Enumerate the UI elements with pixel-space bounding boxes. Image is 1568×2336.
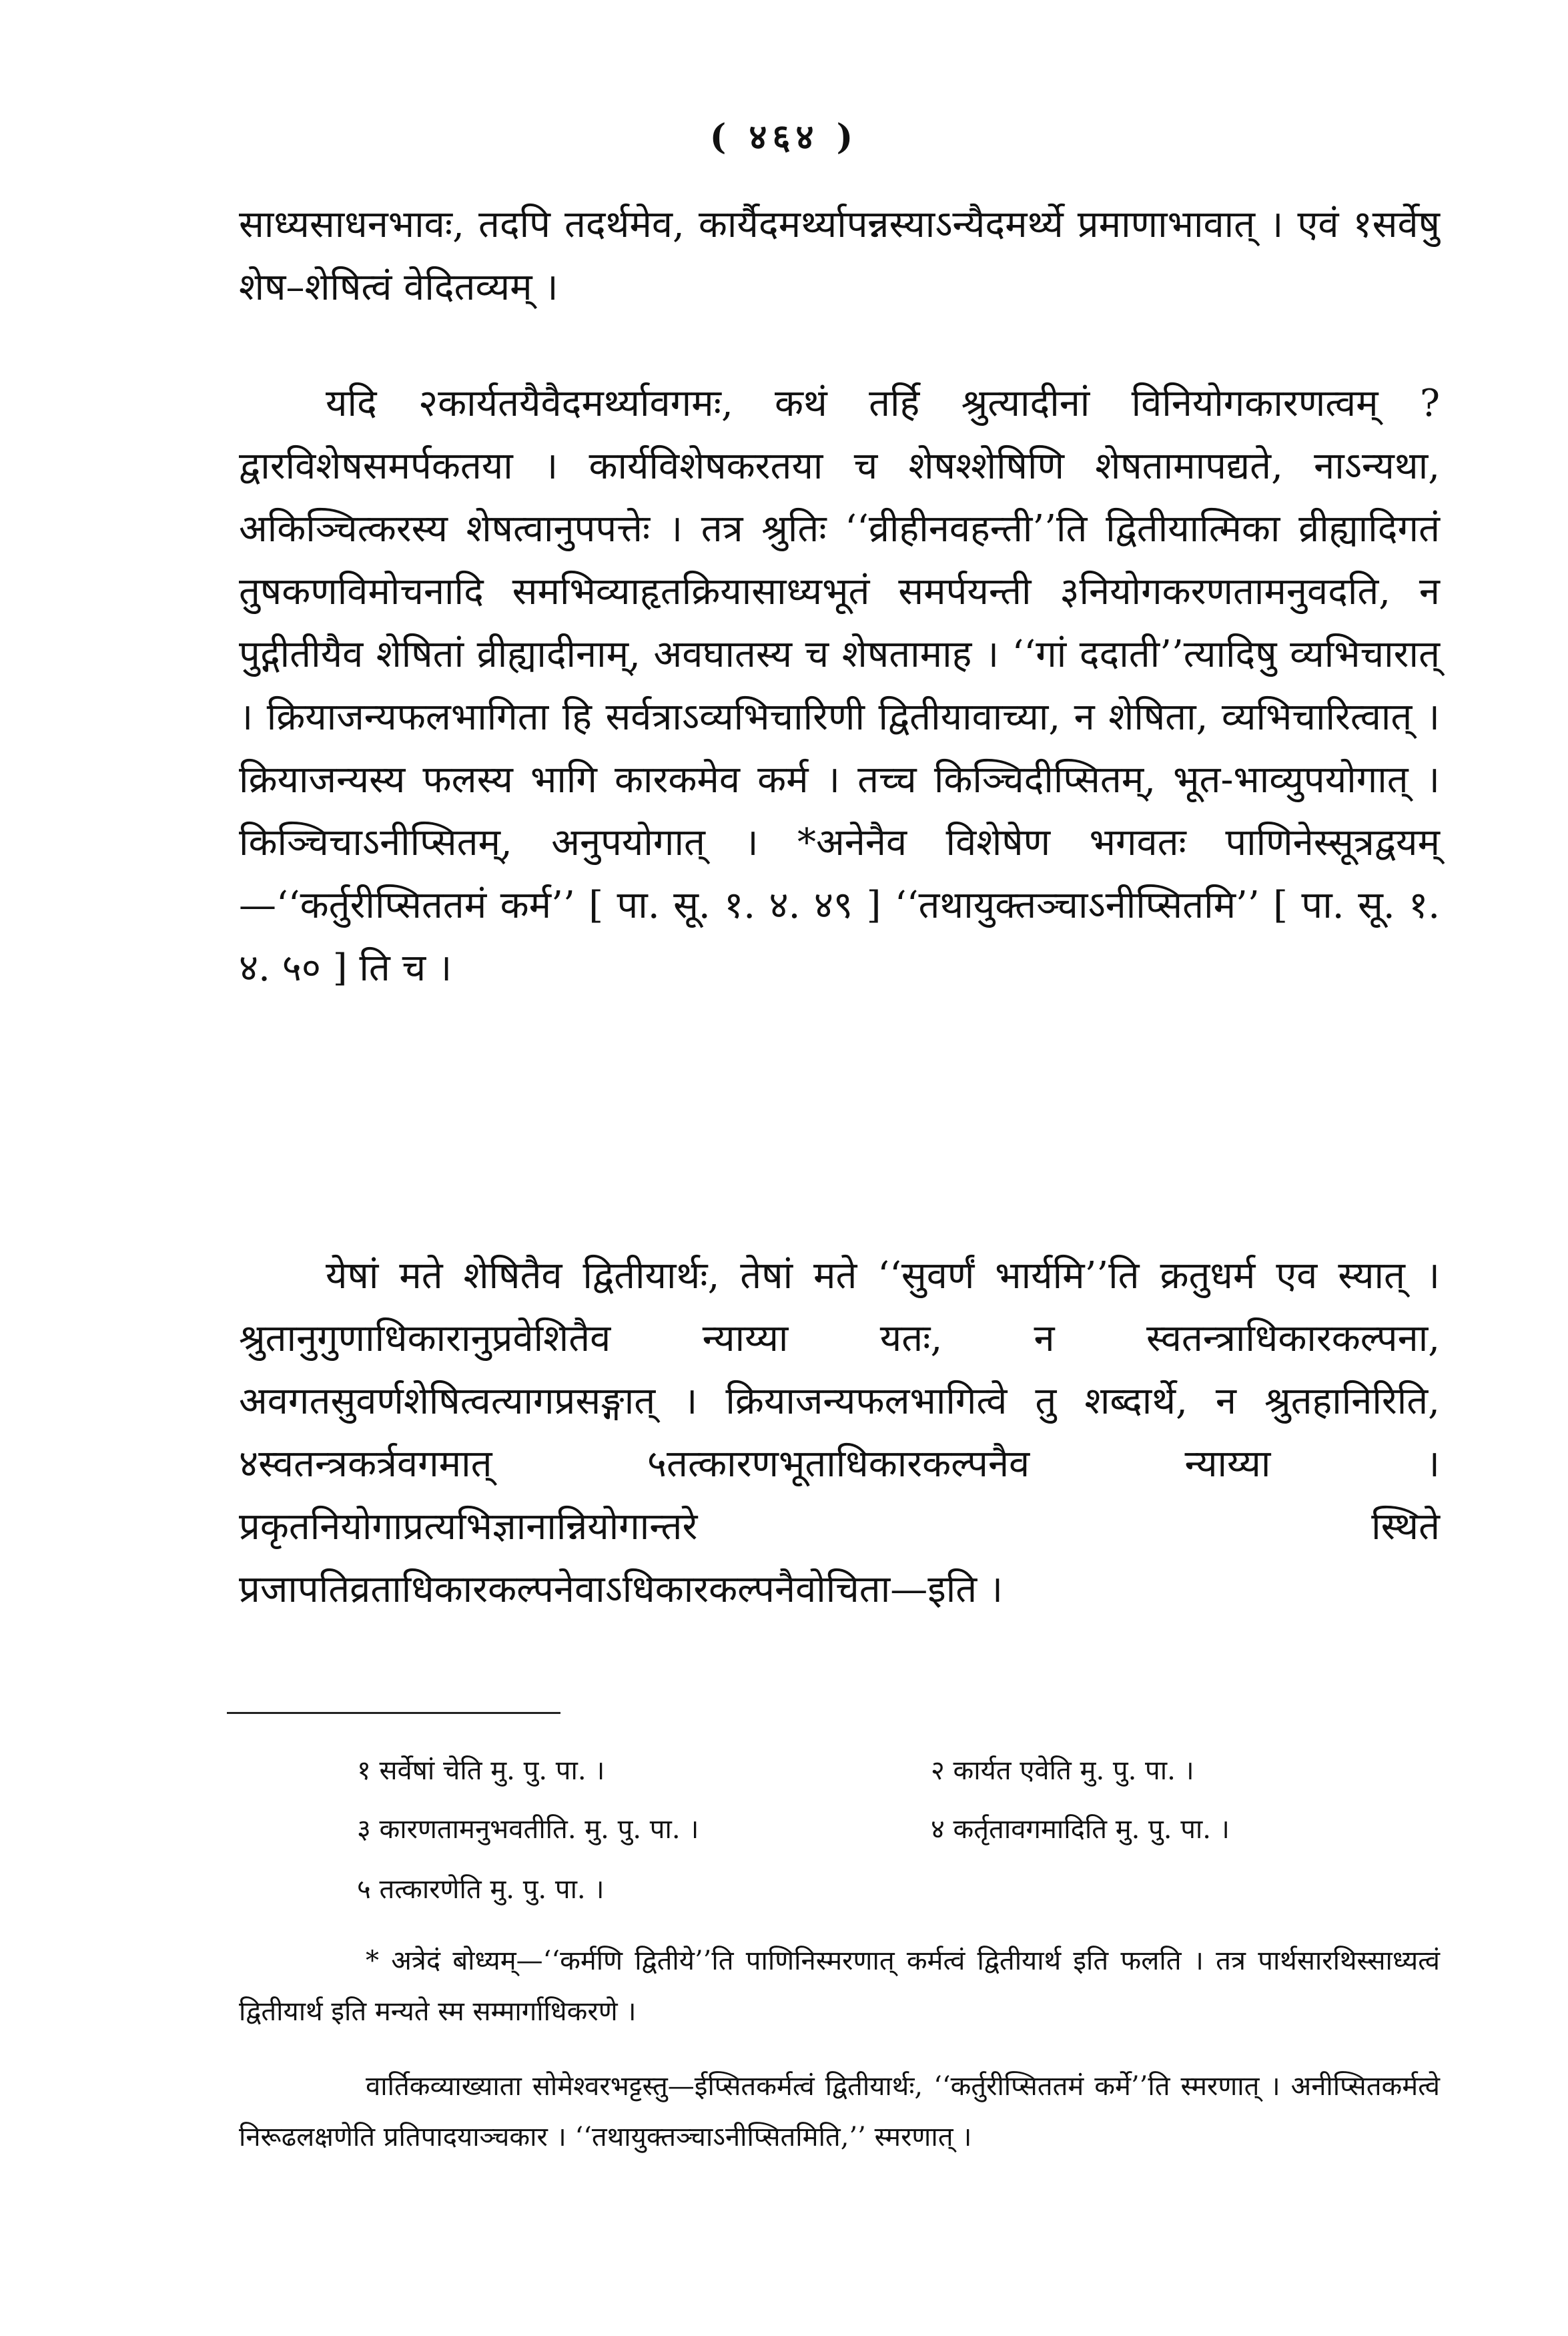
note-text: वार्तिकव्याख्याता सोमेश्वरभट्टस्तु—ईप्सितकर्मत्वं द्वितीयार्थः, ‘‘कर्तुरीप्सिततमं कर्मे’’ति स्मरणात् । अनीप्सितकर्मत्वे निरूढलक्षणेति प्रतिपादयाञ्चकार । ‘‘तथायुक्तञ्चाऽनीप्सितमिति,’’ स्मरणात् । [239, 2071, 1440, 2152]
paragraph-text: साध्यसाधनभावः, तदपि तदर्थमेव, कार्यैदमर्थ्यापन्नस्याऽन्यैदमर्थ्ये प्रमाणाभावात् । एवं १सर्वेषु शेष–शेषित्वं वेदितव्यम् । [239, 203, 1440, 309]
body-paragraph-2 [239, 372, 1440, 1000]
vartika-note [239, 2061, 1440, 2162]
footnote-3: ३ कारणतामनुभवतीति. मु. पु. पा. । [357, 1814, 699, 1845]
body-paragraph-1 [239, 194, 1440, 319]
page-number: ( ४६४ ) [709, 117, 859, 158]
body-paragraph-3 [239, 1245, 1440, 1621]
footnote-divider [227, 1712, 560, 1714]
note-text: * अत्रेदं बोध्यम्—‘‘कर्मणि द्वितीये’’ति पाणिनिस्मरणात् कर्मत्वं द्वितीयार्थ इति फलति । तत्र पार्थसारथिस्साध्यत्वं द्वितीयार्थ इति मन्यते स्म सम्मार्गाधिकरणे । [239, 1946, 1440, 2027]
footnote-4: ४ कर्तृतावगमादिति मु. पु. पा. । [931, 1814, 1230, 1845]
footnote-1: १ सर्वेषां चेति मु. पु. पा. । [357, 1755, 605, 1786]
footnote-2: २ कार्यत एवेति मु. पु. पा. । [931, 1755, 1194, 1786]
footnote-5: ५ तत्कारणेति मु. पु. पा. । [357, 1874, 605, 1905]
asterisk-note [239, 1936, 1440, 2037]
paragraph-text: यदि २कार्यतयैवैदमर्थ्यावगमः, कथं तर्हि श्रुत्यादीनां विनियोगकारणत्वम् ? द्वारविशेषसमर्पकतया । कार्यविशेषकरतया च शेषश्शेषिणि शेषतामापद्यते, नाऽन्यथा, अकिञ्चित्करस्य शेषत्वानुपपत्तेः । तत्र श्रुतिः ‘‘व्रीहीनवहन्ती’’ति द्वितीयात्मिका व्रीह्यादिगतं तुषकणविमोचनादि समभिव्याहृतक्रियासाध्यभूतं समर्पयन्ती ३नियोगकरणतामनुवदति, न पुद्गीतीयैव शेषितां व्रीह्यादीनाम्, अवघातस्य च शेषतामाह । ‘‘गां ददाती’’त्यादिषु व्यभिचारात् । क्रियाजन्यफलभागिता हि सर्वत्राऽव्यभिचारिणी द्वितीयावाच्या, न शेषिता, व्यभिचारित्वात् । क्रियाजन्यस्य फलस्य भागि कारकमेव कर्म । तच्च किञ्चिदीप्सितम्, भूत-भाव्युपयोगात् । किञ्चिचाऽनीप्सितम्, अनुपयोगात् । *अनेनैव विशेषेण भगवतः पाणिनेस्सूत्रद्वयम्—‘‘कर्तुरीप्सिततमं कर्म’’ [ पा. सू. १. ४. ४९ ] ‘‘तथायुक्तञ्चाऽनीप्सितमि’’ [ पा. सू. १. ४. ५० ] ति च । [239, 382, 1440, 990]
paragraph-text: येषां मते शेषितैव द्वितीयार्थः, तेषां मते ‘‘सुवर्णं भार्यमि’’ति क्रतुधर्म एव स्यात् । श्रुतानुगुणाधिकारानुप्रवेशितैव न्याय्या यतः, न स्वतन्त्राधिकारकल्पना, अवगतसुवर्णशेषित्वत्यागप्रसङ्गात् । क्रियाजन्यफलभागित्वे तु शब्दार्थे, न श्रुतहानिरिति, ४स्वतन्त्रकर्त्रवगमात् ५तत्कारणभूताधिकारकल्पनैव न्याय्या । प्रकृतनियोगाप्रत्यभिज्ञानान्नियोगान्तरे स्थिते प्रजापतिव्रताधिकारकल्पनेवाऽधिकारकल्पनैवोचिता—इति । [239, 1254, 1440, 1611]
